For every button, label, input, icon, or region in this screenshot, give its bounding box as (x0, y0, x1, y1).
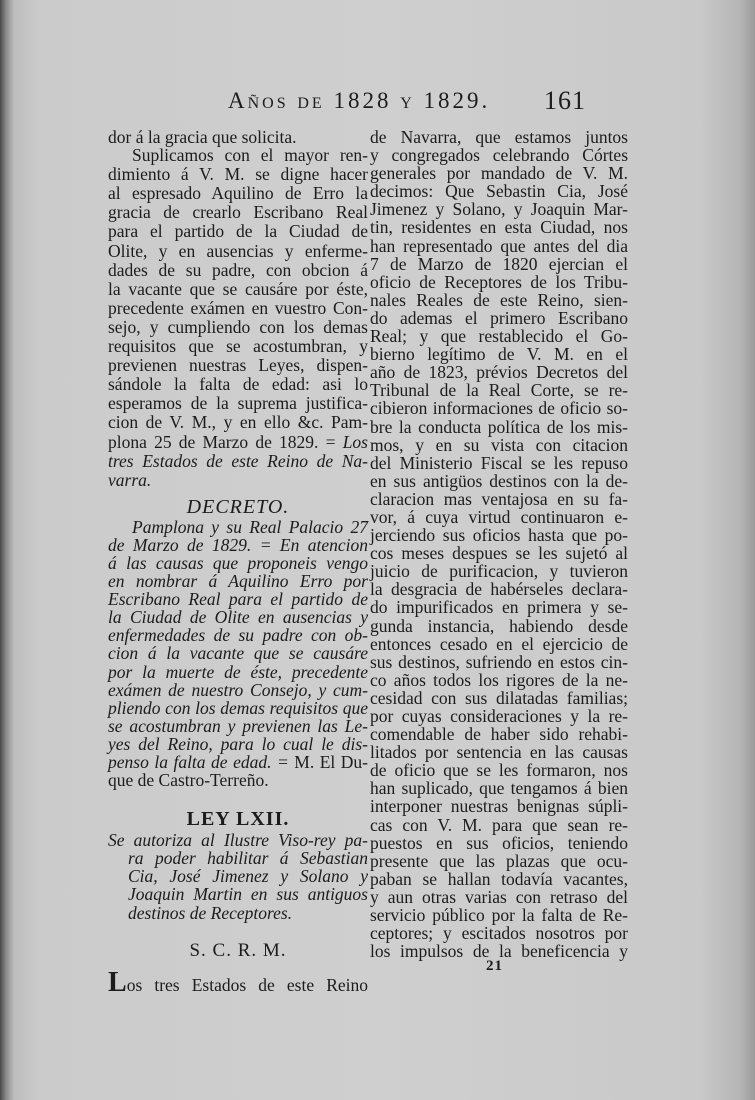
line-text: Suplicamos con el mayor ren- (132, 145, 368, 166)
text-line (370, 399, 628, 417)
line-text: precedente exámen en vuestro Con- (108, 297, 368, 318)
line-text: esperamos de la suprema justifica- (108, 393, 368, 414)
text-line (108, 572, 368, 590)
line-text: comendable de haber sido rehabi- (370, 724, 628, 745)
text-line (370, 635, 628, 653)
line-text: sus destinos, sufriendo en estos cin- (370, 651, 628, 672)
line-text: á las causas que proponeis vengo (108, 552, 368, 573)
text-line (108, 735, 368, 753)
text-line (108, 146, 368, 165)
line-text: vor, á cuya virtud continuaron e- (370, 506, 628, 527)
line-text: Se autoriza al Ilustre Viso-rey pa- (108, 830, 368, 851)
line-text: los impulsos de la beneficencia y (370, 941, 628, 962)
text-line (370, 454, 628, 472)
line-text: previenen nuestras Leyes, dispen- (108, 355, 368, 376)
text-line (370, 327, 628, 345)
text-line (370, 617, 628, 635)
text-line (370, 544, 628, 562)
line-text: nales Reales de este Reino, sien- (370, 289, 628, 310)
line-text: han suplicado, que tengamos á bien (370, 778, 628, 799)
line-text: paban se hallan todavía vacantes, (370, 868, 628, 889)
text-line (108, 885, 368, 903)
line-text: de Navarra, que estamos juntos (370, 127, 628, 147)
signature-mark: 21 (486, 958, 503, 974)
text-line (370, 924, 628, 942)
text-line (370, 816, 628, 834)
line-text: la Ciudad de Olite en ausencias y (108, 607, 368, 628)
line-text: año de 1823, prévios Decretos del (370, 362, 628, 383)
line-text: co años todos los rigores de la ne- (370, 669, 628, 690)
text-line (370, 255, 628, 273)
text-line (108, 375, 368, 394)
header-years: 1828 y 1829. (333, 88, 491, 113)
text-line (370, 779, 628, 797)
text-line (108, 590, 368, 608)
text-line (370, 906, 628, 924)
text-line (370, 291, 628, 309)
text-line (108, 681, 368, 699)
line-text: del Ministerio Fiscal se les repuso (370, 452, 628, 473)
line-text: jerciendo sus oficios hasta que po- (370, 525, 628, 546)
text-line (370, 490, 628, 508)
line-text: gracia de crearlo Escribano Real (108, 202, 368, 223)
text-line (108, 452, 368, 471)
text-line (370, 707, 628, 725)
line-text: sándole la falta de edad: asi lo (108, 374, 368, 395)
line-text: cesidad con sus dilatadas familias; (370, 687, 628, 708)
text-line (108, 849, 368, 867)
line-text: cion á la vacante que se causáre (108, 643, 368, 664)
final-line-text: os tres Estados de este Reino (126, 974, 368, 995)
line-text: Cia, José Jimenez y Solano y (128, 866, 368, 887)
line-text: Tribunal de la Real Corte, se re- (370, 380, 628, 401)
line-text: enfermedades de su padre con ob- (108, 625, 368, 646)
text-line (370, 743, 628, 761)
text-line (108, 356, 368, 375)
line-text: requisitos que se acostumbran, y (108, 336, 368, 357)
line-text: cion de V. M., y en ello &c. Pam- (108, 412, 368, 433)
text-line (370, 381, 628, 399)
line-text: entonces cesado en el ejercicio de (370, 633, 628, 654)
text-line (108, 753, 368, 771)
text-line (370, 508, 628, 526)
text-line (370, 200, 628, 218)
decreto-heading: DECRETO. (186, 495, 290, 518)
line-text: do ademas el primero Escribano (370, 307, 628, 328)
running-header (228, 88, 490, 114)
text-line (370, 218, 628, 236)
line-text: y congregados celebrando Córtes (370, 145, 628, 166)
text-line (108, 128, 368, 146)
text-line (108, 663, 368, 681)
final-line (108, 966, 368, 998)
salutation: S. C. R. M. (189, 939, 287, 961)
right-column (370, 128, 628, 960)
text-line (370, 671, 628, 689)
line-text: exámen de nuestro Consejo, y cum- (108, 679, 368, 700)
text-line (108, 280, 368, 299)
line-segment: que de Castro-Terreño. (108, 770, 269, 791)
text-line (108, 644, 368, 662)
text-line (370, 146, 628, 164)
text-line (108, 413, 368, 432)
line-text: en nombrar á Aquilino Erro por (108, 571, 368, 592)
line-segment: plona 25 de Marzo de 1829. = (108, 431, 343, 452)
text-line (370, 273, 628, 291)
line-text: ra poder habilitar á Sebastian (128, 848, 368, 869)
text-line (108, 471, 368, 490)
line-text: dades de su padre, con obcion á (108, 259, 368, 280)
text-line (370, 852, 628, 870)
line-text: destinos de Receptores. (128, 902, 293, 923)
line-text: de oficio que se les formaron, nos (370, 760, 628, 781)
line-text: bierno legítimo de V. M. en el (370, 344, 628, 365)
line-text: pliendo con los demas requisitos que (108, 697, 368, 718)
text-line (108, 261, 368, 280)
line-segment: M. El Du- (294, 752, 368, 772)
page-number: 161 (544, 86, 586, 115)
text-line (370, 345, 628, 363)
line-text: puestos en sus oficios, teniendo (370, 832, 628, 853)
text-line (108, 717, 368, 735)
line-text: Olite, y en ausencias y enferme- (108, 240, 368, 261)
text-line (370, 653, 628, 671)
line-text: la vacante que se causáre por éste, (108, 278, 368, 299)
line-text: Escribano Real para el partido de (108, 589, 368, 610)
text-line (108, 867, 368, 885)
line-text: Jimenez y Solano, y Joaquin Mar- (370, 199, 628, 220)
line-text: cos meses despues se les sujetó al (370, 543, 628, 564)
line-text: para el partido de la Ciudad de (108, 221, 368, 242)
line-text: y aun otras varias con retraso del (370, 886, 628, 907)
line-text: do impurificados en primera y se- (370, 597, 628, 618)
line-text: interponer nuestras benignas súpli- (370, 796, 628, 817)
line-segment: tres Estados de este Reino de Na- (108, 450, 368, 471)
line-text: cas con V. M. para que sean re- (370, 814, 628, 835)
text-line (108, 433, 368, 452)
line-text: Joaquin Martin en sus antiguos (128, 884, 368, 905)
line-text: servicio público por la falta de Re- (370, 905, 628, 926)
line-text: tin, residentes en esta Ciudad, nos (370, 217, 628, 238)
text-line (108, 626, 368, 644)
line-text: se acostumbran y previenen las Le- (108, 715, 368, 736)
text-line (370, 237, 628, 255)
line-text: 7 de Marzo de 1820 ejercian el (370, 253, 628, 274)
drop-cap: L (108, 966, 127, 998)
line-text: gunda instancia, habiendo desde (370, 615, 628, 636)
text-line (370, 418, 628, 436)
line-text: la desgracia de habérseles declara- (370, 579, 628, 600)
text-line (370, 725, 628, 743)
line-text: Real; y que restablecido el Go- (370, 326, 628, 347)
text-line (370, 562, 628, 580)
text-line (370, 363, 628, 381)
line-text: mos, y en su vista con citacion (370, 434, 628, 455)
line-segment: varra. (108, 469, 152, 490)
line-text: decimos: Que Sebastin Cia, José (370, 181, 628, 202)
text-line (108, 608, 368, 626)
line-text: cibieron informaciones de oficio so- (370, 398, 628, 419)
text-line (370, 164, 628, 182)
text-line (108, 831, 368, 849)
text-line (370, 761, 628, 779)
text-line (370, 598, 628, 616)
text-line (108, 394, 368, 413)
line-text: generales por mandado de V. M. (370, 163, 628, 184)
line-segment: penso la falta de edad. = (108, 752, 295, 772)
law-summary (108, 831, 368, 921)
line-text: litados por sentencia en las causas (370, 742, 628, 763)
line-text: en sus antigüos destinos con la de- (370, 470, 628, 491)
header-title: Años de (228, 88, 325, 113)
text-line (370, 436, 628, 454)
line-text: por la muerte de éste, precedente (108, 661, 368, 682)
decree-text (108, 518, 368, 789)
text-line (370, 797, 628, 815)
line-text: presente que las plazas que ocu- (370, 850, 628, 871)
line-text: yes del Reino, para lo cual le dis- (108, 733, 368, 754)
line-text: ceptores; y escitados nosotros por (370, 923, 628, 944)
text-line (108, 203, 368, 222)
line-text: dor á la gracia que solicita. (108, 127, 297, 147)
text-line (108, 518, 368, 536)
text-line (108, 699, 368, 717)
text-line (370, 834, 628, 852)
text-line (108, 318, 368, 337)
line-text: de Marzo de 1829. = En atencion (108, 534, 368, 555)
text-line (370, 472, 628, 490)
text-line (370, 689, 628, 707)
opening-text (108, 128, 368, 146)
line-text: claracion mas ventajosa en su fa- (370, 488, 628, 509)
line-text: Pamplona y su Real Palacio 27 (132, 516, 368, 537)
ley-heading: LEY LXII. (186, 808, 290, 831)
line-text: sejo, y cumpliendo con los demas (108, 316, 368, 337)
line-text: juicio de purificacion, y tuvieron (370, 561, 628, 582)
text-line (108, 165, 368, 184)
line-text: dimiento á V. M. se digne hacer (108, 164, 368, 185)
line-text: por cuyas consideraciones y la re- (370, 706, 628, 726)
left-column (108, 128, 368, 996)
text-line (108, 536, 368, 554)
line-text: han representado que antes del dia (370, 235, 628, 256)
text-line (108, 904, 368, 922)
text-line (108, 299, 368, 318)
line-text: bre la conducta política de los mis- (370, 416, 628, 437)
text-line (370, 888, 628, 906)
text-line (370, 870, 628, 888)
text-line (108, 222, 368, 241)
text-line (108, 771, 368, 789)
text-line (108, 184, 368, 203)
text-line (370, 128, 628, 146)
text-line (370, 182, 628, 200)
text-line (108, 242, 368, 261)
text-line (370, 526, 628, 544)
text-line (108, 554, 368, 572)
text-line (370, 309, 628, 327)
line-text: oficio de Receptores de los Tribu- (370, 271, 628, 292)
right-column-text (370, 128, 628, 960)
line-segment: Los (342, 431, 368, 452)
text-line (108, 337, 368, 356)
petition-paragraph (108, 146, 368, 490)
text-line (370, 580, 628, 598)
line-text: al espresado Aquilino de Erro la (108, 183, 368, 204)
